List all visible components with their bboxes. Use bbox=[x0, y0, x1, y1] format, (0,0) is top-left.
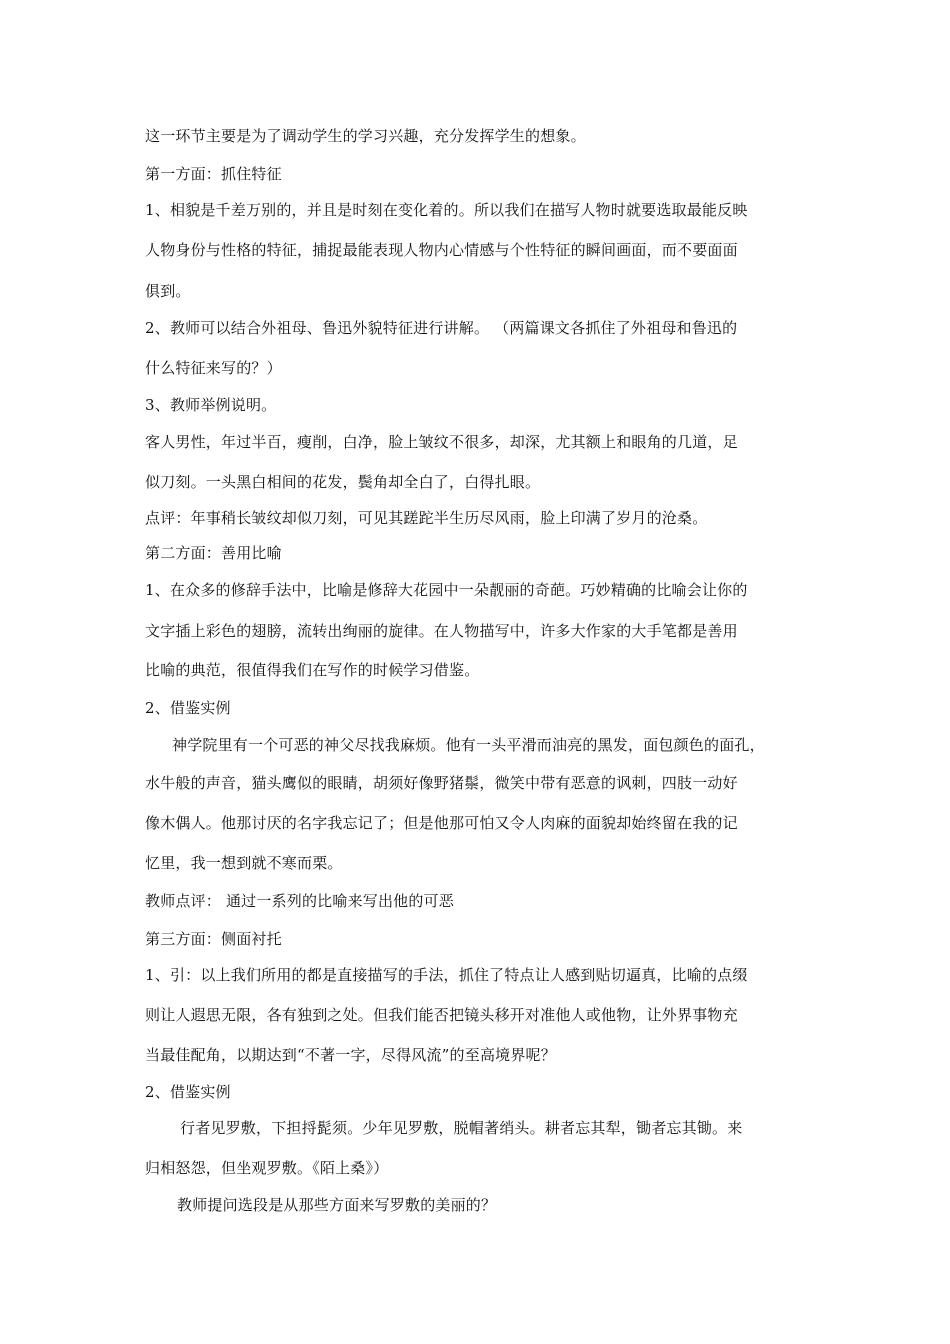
paragraph-line: 2、借鉴实例 bbox=[145, 699, 231, 717]
paragraph-line: 似刀刻。一头黑白相间的花发，鬓角却全白了，白得扎眼。 bbox=[145, 473, 541, 491]
paragraph-line: 文字插上彩色的翅膀，流转出绚丽的旋律。在人物描写中，许多大作家的大手笔都是善用 bbox=[145, 622, 738, 640]
section-heading: 第二方面：善用比喻 bbox=[145, 544, 282, 562]
paragraph-line: 人物身份与性格的特征，捕捉最能表现人物内心情感与个性特征的瞬间画面，而不要面面 bbox=[145, 241, 738, 259]
paragraph-line: 归相怒怨，但坐观罗敷。《陌上桑》） bbox=[145, 1159, 389, 1177]
paragraph-line: 1、引：以上我们所用的都是直接描写的手法，抓住了特点让人感到贴切逼真，比喻的点缀 bbox=[145, 966, 748, 984]
paragraph-line: 1、相貌是千差万别的，并且是时刻在变化着的。所以我们在描写人物时就要选取最能反映 bbox=[145, 201, 748, 219]
section-heading: 第一方面：抓住特征 bbox=[145, 165, 282, 183]
paragraph-line: 2、借鉴实例 bbox=[145, 1083, 231, 1101]
section-heading: 第三方面：侧面衬托 bbox=[145, 930, 282, 948]
paragraph-line: 忆里，我一想到就不寒而栗。 bbox=[145, 854, 343, 872]
paragraph-line: 教师提问选段是从那些方面来写罗敷的美丽的？ bbox=[177, 1196, 497, 1214]
paragraph-line: 俱到。 bbox=[145, 282, 191, 300]
paragraph-line: 1、在众多的修辞手法中，比喻是修辞大花园中一朵靓丽的奇葩。巧妙精确的比喻会让你的 bbox=[145, 581, 748, 599]
paragraph-line: 则让人遐思无限，各有独到之处。但我们能否把镜头移开对准他人或他物，让外界事物充 bbox=[145, 1006, 738, 1024]
paragraph-line: 教师点评： 通过一系列的比喻来写出他的可恶 bbox=[145, 892, 454, 910]
paragraph-line: 2、教师可以结合外祖母、鲁迅外貌特征进行讲解。 （两篇课文各抓住了外祖母和鲁迅的 bbox=[145, 319, 738, 337]
paragraph-line: 比喻的典范，很值得我们在写作的时候学习借鉴。 bbox=[145, 661, 480, 679]
paragraph-line: 什么特征来写的？） bbox=[145, 359, 282, 377]
paragraph-line: 这一环节主要是为了调动学生的学习兴趣，充分发挥学生的想象。 bbox=[145, 127, 586, 145]
paragraph-line: 点评：年事稍长皱纹却似刀刻，可见其蹉跎半生历尽风雨，脸上印满了岁月的沧桑。 bbox=[145, 509, 708, 527]
paragraph-line: 水牛般的声音，猫头鹰似的眼睛，胡须好像野猪鬃，微笑中带有恶意的讽刺，四肢一动好 bbox=[145, 774, 738, 792]
paragraph-line: 客人男性，年过半百，瘦削，白净，脸上皱纹不很多，却深，尤其额上和眼角的几道，足 bbox=[145, 433, 738, 451]
paragraph-line: 3、教师举例说明。 bbox=[145, 396, 277, 414]
paragraph-line: 行者见罗敷，下担捋髭须。少年见罗敷，脱帽著绡头。耕者忘其犁，锄者忘其锄。来 bbox=[180, 1119, 743, 1137]
paragraph-line: 像木偶人。他那讨厌的名字我忘记了；但是他那可怕又令人肉麻的面貌却始终留在我的记 bbox=[145, 814, 738, 832]
paragraph-line: 当最佳配角，以期达到“不著一字，尽得风流”的至高境界呢？ bbox=[145, 1046, 556, 1064]
paragraph-line: 神学院里有一个可恶的神父尽找我麻烦。他有一头平滑而油亮的黑发，面包颜色的面孔， bbox=[172, 736, 765, 754]
